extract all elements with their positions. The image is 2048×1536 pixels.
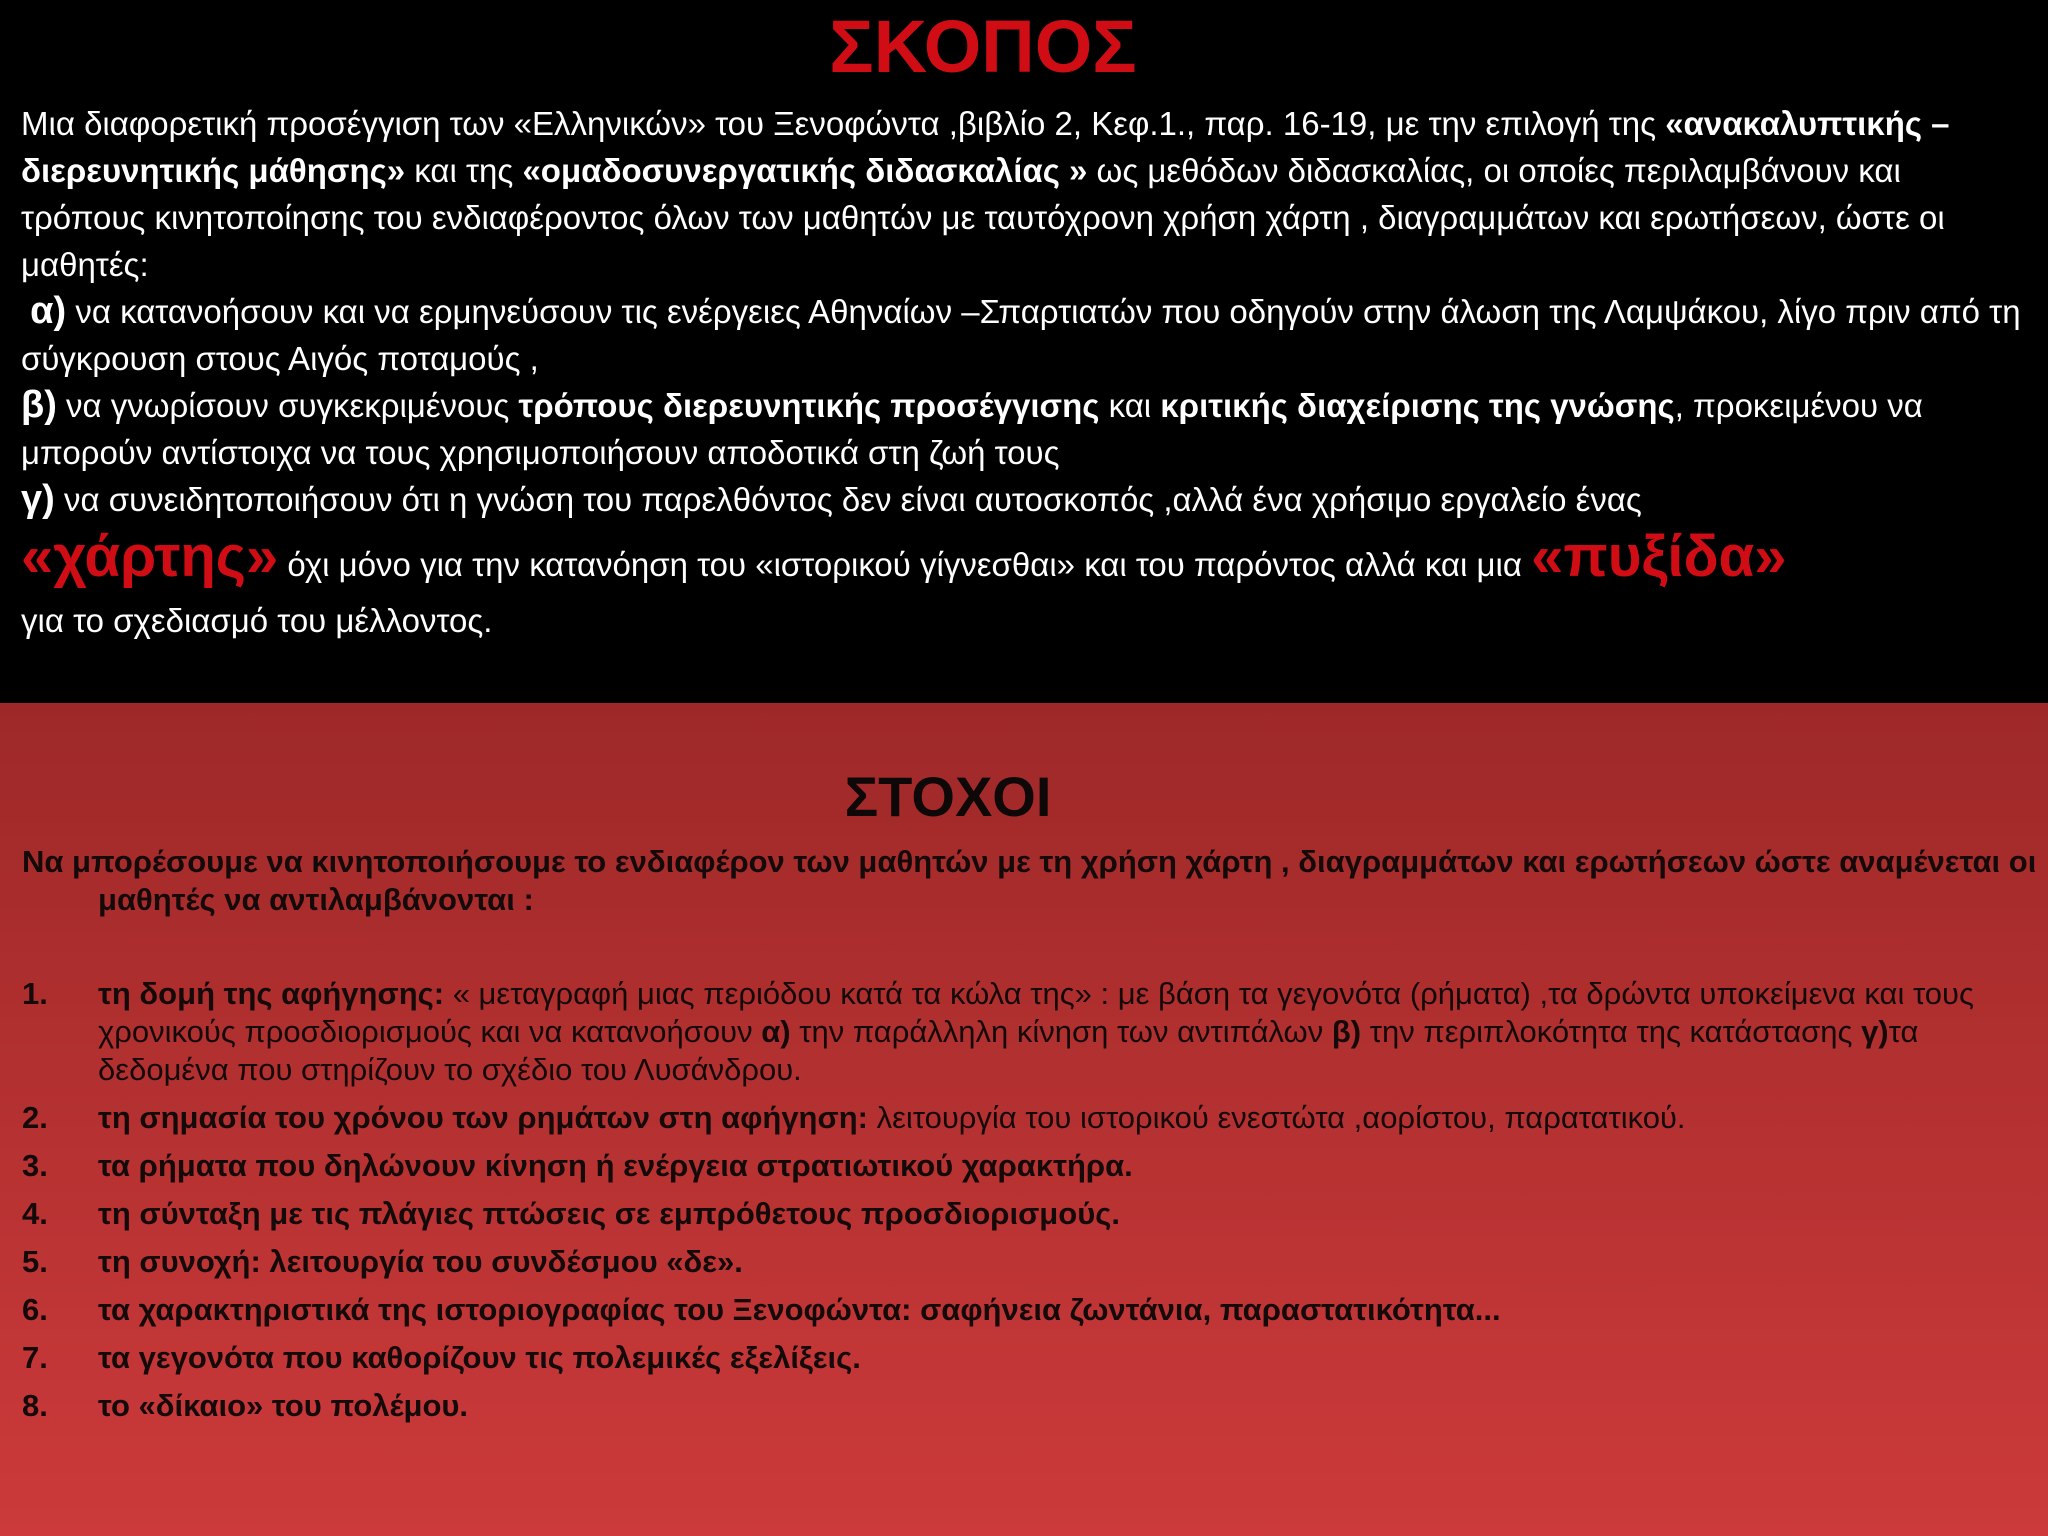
list-item xyxy=(22,1291,2022,1329)
map-word: «χάρτης» xyxy=(21,524,279,589)
list-item xyxy=(22,1147,2022,1185)
list-number: 3. xyxy=(22,1148,48,1183)
list-number: 8. xyxy=(22,1388,48,1423)
skopos-closing-line: για το σχεδιασμό του μέλλοντος. xyxy=(21,602,493,639)
sub-label-c: γ) xyxy=(1861,1014,1889,1049)
goal-c-text: να συνειδητοποιήσουν ότι η γνώση του παρελθόντος δεν είναι αυτοσκοπός ,αλλά ένα χρήσιμο εργαλείο ένας xyxy=(54,481,1642,518)
text-run: την παράλληλη κίνηση των αντιπάλων xyxy=(790,1014,1332,1049)
text-run: Μια διαφορετική προσέγγιση των «Ελληνικών» του Ξενοφώντα ,βιβλίο 2, Κεφ.1., παρ. 16-19, με την επιλογή της xyxy=(21,105,1666,142)
bold-phrase: τρόπους διερευνητικής προσέγγισης xyxy=(518,387,1100,424)
item-text: τα χαρακτηριστικά της ιστοριογραφίας του Ξενοφώντα: σαφήνεια ζωντάνια, παραστατικότητα... xyxy=(98,1292,1501,1327)
list-number: 6. xyxy=(22,1292,48,1327)
text-run: να γνωρίσουν συγκεκριμένους xyxy=(56,387,519,424)
list-item xyxy=(22,975,2022,1089)
item-text: το «δίκαιο» του πολέμου. xyxy=(98,1388,469,1423)
list-number: 2. xyxy=(22,1100,48,1135)
goal-c-label: γ) xyxy=(21,478,55,520)
goal-a-text: να κατανοήσουν και να ερμηνεύσουν τις ενέργειες Αθηναίων –Σπαρτιατών που οδηγούν στην άλωση της Λαμψάκου, λίγο πριν από τη σύγκρουση στους Αιγός ποταμούς , xyxy=(21,293,2021,377)
text-run: και της xyxy=(405,152,523,189)
text-run: τα δεδομένα που στηρίζουν το σχέδιο του Λυσάνδρου. xyxy=(98,1014,1919,1087)
text-run: την περιπλοκότητα της κατάστασης xyxy=(1361,1014,1862,1049)
text-run: « μεταγραφή μιας περιόδου κατά τα κώλα της» : με βάση τα γεγονότα (ρήματα) ,τα δρώντα υποκείμενα και τους χρονικούς προσδιορισμούς και να κατανοήσουν xyxy=(98,976,1974,1049)
text-run: ως μεθόδων διδασκαλίας, οι οποίες περιλαμβάνουν και τρόπους κινητοποίησης του ενδιαφέροντος όλων των μαθητών με ταυτόχρονη χρήση χάρτη , διαγραμμάτων και ερωτήσεων, ώστε οι μαθητές: xyxy=(21,152,1945,283)
list-item xyxy=(22,1243,2022,1281)
skopos-intro-paragraph xyxy=(21,100,2021,288)
list-item xyxy=(22,1195,2022,1233)
skopos-title: ΣΚΟΠΟΣ xyxy=(829,5,1137,88)
skopos-goal-a xyxy=(21,288,2021,382)
sub-label-a: α) xyxy=(761,1014,791,1049)
bold-phrase: κριτικής διαχείρισης της γνώσης xyxy=(1160,387,1675,424)
list-item xyxy=(22,1339,2022,1377)
compass-word: «πυξίδα» xyxy=(1531,524,1787,589)
text-run: όχι μόνο για την κατανόηση του «ιστορικού γίγνεσθαι» και του παρόντος αλλά και μια xyxy=(278,546,1532,583)
sub-label-b: β) xyxy=(1331,1014,1362,1049)
item-text: τη συνοχή: λειτουργία του συνδέσμου «δε». xyxy=(98,1244,743,1279)
stoxoi-intro: Να μπορέσουμε να κινητοποιήσουμε το ενδιαφέρον των μαθητών με τη χρήση χάρτη , διαγραμμάτων και ερωτήσεων ώστε αναμένεται οι μαθητές να αντιλαμβάνονται : xyxy=(22,844,2037,917)
skopos-goal-c xyxy=(21,476,2021,523)
goal-a-label: α) xyxy=(30,290,67,332)
skopos-section xyxy=(5,0,2048,703)
stoxoi-list xyxy=(22,975,2022,1435)
bold-phrase-discovery-learning: «ανακαλυπτικής –διερευνητικής μάθησης» xyxy=(21,105,1950,189)
bold-phrase-group-teaching: «ομαδοσυνεργατικής διδασκαλίας » xyxy=(522,152,1088,189)
item-text: τα γεγονότα που καθορίζουν τις πολεμικές εξελίξεις. xyxy=(98,1340,861,1375)
skopos-goal-b xyxy=(21,382,2021,476)
list-item xyxy=(22,1099,2022,1137)
list-number: 1. xyxy=(22,976,48,1011)
item-text: τα ρήματα που δηλώνουν κίνηση ή ενέργεια στρατιωτικού χαρακτήρα. xyxy=(98,1148,1133,1183)
item-text: τη σύνταξη με τις πλάγιες πτώσεις σε εμπρόθετους προσδιορισμούς. xyxy=(98,1196,1120,1231)
text-run: , προκειμένου να μπορούν αντίστοιχα να τους χρησιμοποιήσουν αποδοτικά στη ζωή τους xyxy=(21,387,1923,471)
goal-b-label: β) xyxy=(21,384,57,426)
stoxoi-title: ΣΤΟΧΟΙ xyxy=(844,765,1052,828)
text-run: λειτουργία του ιστορικού ενεστώτα ,αορίστου, παρατατικού. xyxy=(867,1100,1686,1135)
item-heading: τη σημασία του χρόνου των ρημάτων στη αφήγηση: xyxy=(98,1100,868,1135)
stoxoi-section xyxy=(0,703,2048,1536)
list-number: 4. xyxy=(22,1196,48,1231)
text-run: και xyxy=(1099,387,1161,424)
list-number: 7. xyxy=(22,1340,48,1375)
skopos-text xyxy=(21,100,2021,644)
list-number: 5. xyxy=(22,1244,48,1279)
item-heading: τη δομή της αφήγησης: xyxy=(98,976,445,1011)
list-item xyxy=(22,1387,2022,1425)
skopos-goal-c-continued xyxy=(21,525,2021,597)
